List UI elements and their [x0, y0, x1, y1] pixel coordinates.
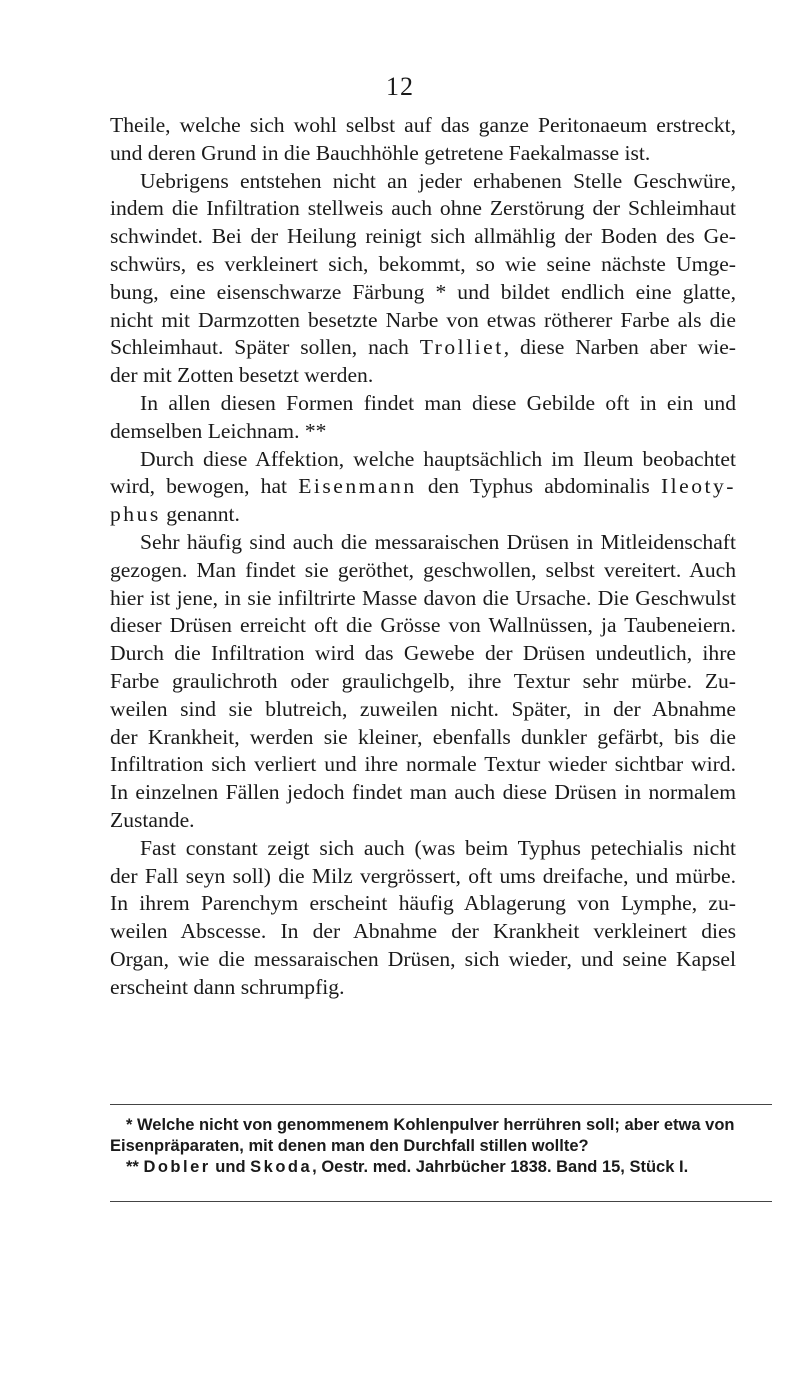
text-run: genannt.: [166, 502, 240, 527]
text-line: weilen sind sie blutreich, zuweilen nicht. Später, in der Abnahme: [110, 696, 736, 721]
text-line: gezogen. Man findet sie geröthet, geschwollen, selbst vereitert. Auch: [110, 557, 736, 582]
author-name: Eisenmann: [298, 474, 417, 499]
footnote-line: [110, 1157, 772, 1178]
author-name: Dobler: [143, 1158, 211, 1176]
text-line: [110, 334, 736, 362]
text-line: bung, eine eisenschwarze Färbung * und bildet endlich eine glatte,: [110, 279, 736, 304]
text-run: , Oestr. med. Jahrbücher 1838. Band 15, Stück I.: [312, 1158, 689, 1176]
author-name: Skoda: [250, 1158, 313, 1176]
text-line: [110, 473, 736, 501]
text-line: [110, 501, 736, 529]
text-line: der Fall seyn soll) die Milz vergrössert, oft ums dreifache, und mürbe.: [110, 863, 736, 888]
text-line: Durch diese Affektion, welche hauptsächlich im Ileum beobachtet: [140, 446, 736, 471]
text-line: hier ist jene, in sie infiltrirte Masse davon die Ursache. Die Geschwulst: [110, 585, 736, 610]
text-line: Fast constant zeigt sich auch (was beim Typhus petechialis nicht: [140, 835, 736, 860]
text-run: , diese Narben aber wie-: [503, 335, 736, 360]
text-run: wird, bewogen, hat: [110, 474, 288, 499]
footnote-line: Eisenpräparaten, mit denen man den Durchfall stillen wollte?: [110, 1137, 589, 1155]
text-line: demselben Leichnam. **: [110, 418, 327, 443]
author-name: Trolliet: [419, 335, 504, 360]
text-line: schwürs, es verkleinert sich, bekommt, so wie seine nächste Umge-: [110, 251, 736, 276]
term-ileotyphus: Ileoty-: [660, 474, 736, 499]
text-line: schwindet. Bei der Heilung reinigt sich allmählig der Boden des Ge-: [110, 224, 736, 249]
text-line: und deren Grund in die Bauchhöhle getretene Faekalmasse ist.: [110, 140, 651, 165]
text-line: Sehr häufig sind auch die messaraischen Drüsen in Mitleidenschaft: [140, 529, 736, 554]
footnote-line: * Welche nicht von genommenem Kohlenpulver herrühren soll; aber etwa von: [126, 1116, 735, 1134]
text-run: den Typhus abdominalis: [427, 474, 650, 499]
text-line: indem die Infiltration stellweis auch ohne Zerstörung der Schleimhaut: [110, 196, 736, 221]
text-line: der Krankheit, werden sie kleiner, ebenfalls dunkler gefärbt, bis die: [110, 724, 736, 749]
text-line: In allen diesen Formen findet man diese Gebilde oft in ein und: [140, 390, 736, 415]
text-run: Schleimhaut. Später sollen, nach: [110, 335, 409, 360]
text-line: dieser Drüsen erreicht oft die Grösse von Wallnüssen, ja Taubeneiern.: [110, 613, 736, 638]
text-line: der mit Zotten besetzt werden.: [110, 363, 374, 388]
text-line: erscheint dann schrumpfig.: [110, 974, 345, 999]
text-line: Organ, wie die messaraischen Drüsen, sich wieder, und seine Kapsel: [110, 946, 736, 971]
text-line: Durch die Infiltration wird das Gewebe der Drüsen undeutlich, ihre: [110, 641, 736, 666]
text-line: Zustande.: [110, 807, 195, 832]
term-ileotyphus: phus: [110, 502, 161, 527]
text-line: Uebrigens entstehen nicht an jeder erhabenen Stelle Geschwüre,: [140, 168, 736, 193]
footnote-rule-top: [110, 1104, 772, 1105]
page-number: 12: [386, 72, 414, 101]
text-line: Infiltration sich verliert und ihre normale Textur wieder sichtbar wird.: [110, 752, 736, 777]
footnote-marker: **: [126, 1158, 139, 1176]
text-line: Theile, welche sich wohl selbst auf das ganze Peritonaeum erstreckt,: [110, 113, 736, 137]
body-text: [110, 112, 736, 1002]
text-line: nicht mit Darmzotten besetzte Narbe von etwas rötherer Farbe als die: [110, 307, 736, 332]
footnote-rule-bottom: [110, 1201, 772, 1202]
text-line: In einzelnen Fällen jedoch findet man auch diese Drüsen in normalem: [110, 780, 736, 805]
text-run: und: [215, 1158, 246, 1176]
text-line: In ihrem Parenchym erscheint häufig Ablagerung von Lymphe, zu-: [110, 891, 736, 916]
footnotes: [110, 1115, 772, 1178]
text-line: Farbe graulichroth oder graulichgelb, ihre Textur sehr mürbe. Zu-: [110, 668, 736, 693]
text-line: weilen Abscesse. In der Abnahme der Krankheit verkleinert dies: [110, 919, 736, 944]
